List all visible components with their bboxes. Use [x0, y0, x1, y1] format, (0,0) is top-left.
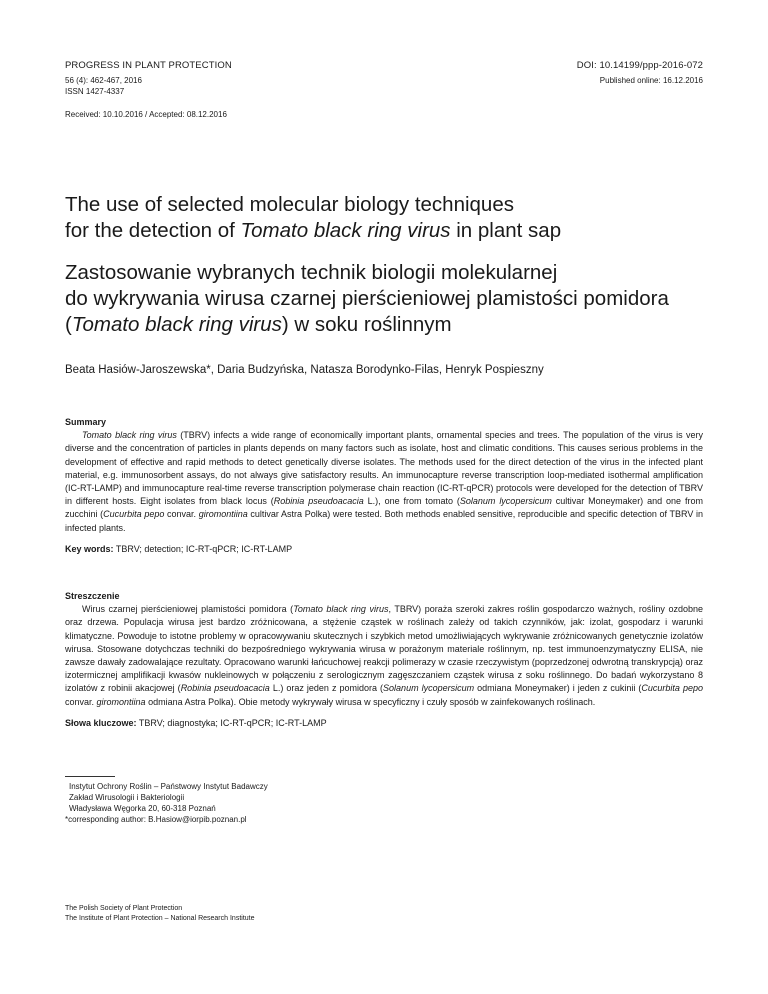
summary-italic-1: Tomato black ring virus — [82, 430, 177, 441]
title-en-virus-name: Tomato black ring virus — [240, 219, 451, 242]
publisher-institute: The Institute of Plant Protection – National Research Institute — [65, 915, 255, 922]
slowa-kluczowe-text: TBRV; diagnostyka; IC-RT-qPCR; IC-RT-LAMP — [136, 717, 327, 728]
stresz-text-5: convar. — [65, 696, 97, 707]
summary-italic-2: Robinia pseudoacacia — [273, 496, 364, 507]
journal-name: PROGRESS IN PLANT PROTECTION — [65, 60, 232, 71]
title-polish — [65, 260, 725, 338]
corresponding-author: *corresponding author: B.Hasiow@iorpib.poznan.pl — [65, 815, 247, 824]
affiliation-institute: Instytut Ochrony Roślin – Państwowy Instytut Badawczy — [69, 782, 268, 791]
stresz-italic-1: Tomato black ring virus — [293, 604, 389, 615]
published-date: Published online: 16.12.2016 — [599, 76, 703, 85]
stresz-italic-4: Cucurbita pepo — [641, 683, 703, 694]
received-accepted-dates: Received: 10.10.2016 / Accepted: 08.12.2016 — [65, 110, 227, 119]
affiliation — [65, 781, 268, 825]
slowa-kluczowe-label: Słowa kluczowe: — [65, 717, 137, 728]
summary-text-5: cultivar Astra Polka) were tested. Both methods enabled sensitive, reproducible and specific detection of TBRV in infected plants. — [65, 509, 704, 533]
keywords-label: Key words: — [65, 543, 114, 554]
summary-text-3: cultivar Moneymaker) and one from zucchini ( — [65, 496, 703, 520]
title-pl-virus-name: Tomato black ring virus — [71, 313, 282, 336]
slowa-kluczowe — [65, 717, 703, 730]
doi: DOI: 10.14199/ppp-2016-072 — [576, 60, 703, 71]
title-en-text: for the detection of — [65, 219, 241, 242]
summary-section — [65, 416, 703, 556]
stresz-text-1: Wirus czarnej pierścieniowej plamistości pomidora ( — [82, 604, 294, 615]
streszczenie-heading: Streszczenie — [65, 591, 120, 601]
title-english — [65, 192, 705, 244]
title-pl-line3 — [65, 312, 725, 338]
summary-italic-5: giromontiina — [198, 509, 248, 520]
summary-italic-3: Solanum lycopersicum — [459, 496, 552, 507]
keywords — [65, 543, 703, 556]
streszczenie-section — [65, 590, 703, 730]
streszczenie-text — [65, 603, 703, 709]
journal-volume: 56 (4): 462-467, 2016 — [65, 76, 142, 85]
summary-text-2: L.), one from tomato ( — [363, 496, 460, 507]
summary-text-4: convar. — [164, 509, 199, 520]
title-en-line2 — [65, 218, 705, 244]
stresz-text-3: L.) oraz jeden z pomidora ( — [269, 683, 384, 694]
stresz-text-6: odmiana Astra Polka). Obie metody wykrywały wirusa w specyficzny i czuły sposób w zainfekowanych roślinach. — [145, 696, 596, 707]
affiliation-address: Władysława Węgorka 20, 60-318 Poznań — [69, 804, 216, 813]
summary-text-1: (TBRV) infects a wide range of economically important plants, ornamental species and trees. The population of the virus is very diverse and the concentration of particles in plants depends on many factors such as isolate, host and climatic conditions. This causes serious problems in the development of effective and rapid methods to detect genetically diverse isolates. The methods used for the direct detection of the virus in the infected plant material, e.g. immunosorbent assays, do not always give satisfactory results. An immunocapture reverse transcription loop-mediated isothermal amplification (IC-RT-LAMP) and immunocapture real-time reverse transcription polymerase chain reaction (IC-RT-qPCR) protocols were developed for the detection of TBRV in different hosts. Eight isolates from black locus ( — [65, 430, 703, 507]
stresz-text-2: , TBRV) poraża szeroki zakres roślin gospodarczo ważnych, rośliny ozdobne oraz drzewa. Populacja wirusa jest bardzo zróżnicowana, a stężenie cząstek w roślinach zależy od takich czynników, jak: izolat, gospodarz i warunki klimatyczne. Powoduje to istotne problemy w opracowywaniu skutecznych i szybkich metod umożliwiających wykrywanie zróżnicowanych genetycznie izolatów wirusa. Stosowane dotychczas techniki do bezpośredniego wykrywania wirusa w porażonym materiale roślinnym, np. test immunoenzymatyczny ELISA, nie zawsze dawały zadowalające rezultaty. Opracowano warunki łańcuchowej reakcji polimerazy w czasie rzeczywistym (poprzedzonej odwrotną transkrypcją) oraz izotermicznej amplifikacji kwasów nukleinowych w połączeniu z serologicznym zagęszczaniem cząstek wirusa z soku roślinnego. Do badań wykorzystano 8 izolatów z robinii akacjowej ( — [65, 604, 703, 694]
keywords-text: TBRV; detection; IC-RT-qPCR; IC-RT-LAMP — [113, 543, 293, 554]
journal-header — [65, 60, 232, 97]
doi-header — [577, 60, 703, 86]
title-en-line1: The use of selected molecular biology techniques — [65, 193, 514, 216]
summary-text — [65, 429, 703, 535]
title-pl-text-end: ) w soku roślinnym — [281, 313, 452, 336]
journal-issn: ISSN 1427-4337 — [65, 87, 125, 96]
publisher-society: The Polish Society of Plant Protection — [65, 905, 183, 912]
affiliation-department: Zakład Wirusologii i Bakteriologii — [69, 793, 185, 802]
title-pl-line1: Zastosowanie wybranych technik biologii molekularnej — [65, 261, 558, 284]
stresz-italic-2: Robinia pseudoacacia — [180, 683, 270, 694]
stresz-text-4: odmiana Moneymaker) i jeden z cukinii ( — [474, 683, 642, 694]
publisher-info — [65, 904, 255, 924]
title-pl-line2: do wykrywania wirusa czarnej pierścieniowej plamistości pomidora — [65, 287, 669, 310]
footnote-divider — [65, 776, 115, 777]
stresz-italic-5: giromontiina — [96, 696, 146, 707]
title-en-text-end: in plant sap — [450, 219, 562, 242]
title-pl-paren: ( — [65, 313, 72, 336]
summary-heading: Summary — [65, 417, 107, 427]
author-list: Beata Hasiów-Jaroszewska*, Daria Budzyńska, Natasza Borodynko-Filas, Henryk Pospieszny — [65, 364, 544, 376]
stresz-italic-3: Solanum lycopersicum — [383, 683, 475, 694]
summary-italic-4: Cucurbita pepo — [103, 509, 165, 520]
